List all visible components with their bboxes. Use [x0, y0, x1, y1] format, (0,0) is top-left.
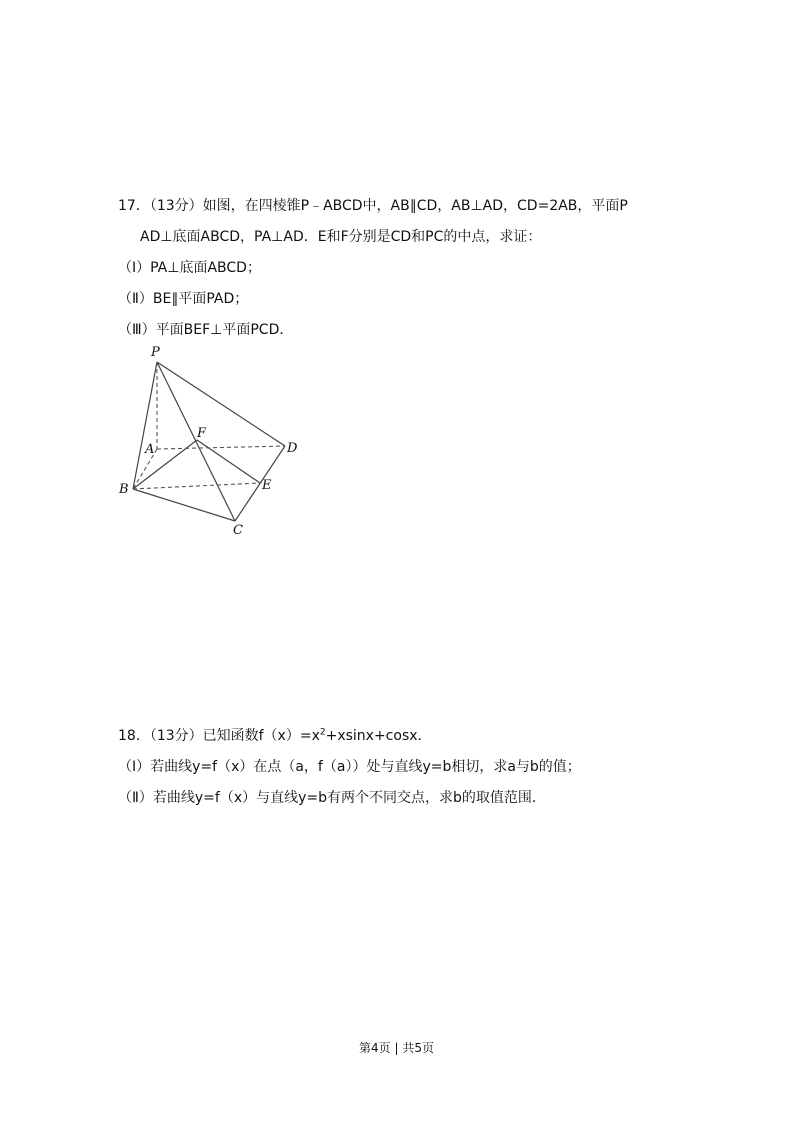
vertex-label-A: A [145, 442, 155, 457]
problem17-part1: （Ⅰ）PA⊥底面ABCD； [118, 260, 261, 276]
vertex-label-C: C [233, 523, 243, 538]
problem17-line1: 17．（13分）如图，在四棱锥P﹣ABCD中，AB∥CD，AB⊥AD，CD=2AB，平面P [118, 198, 628, 214]
vertex-label-D: D [287, 441, 298, 456]
edge-BE [133, 483, 260, 489]
edge-BF [133, 440, 197, 489]
pyramid-figure [115, 343, 305, 538]
problem18-line1-sup: 2 [319, 727, 326, 738]
vertex-label-E: E [262, 478, 272, 493]
problem18-line1 [118, 726, 432, 746]
problem18-line1-prefix: 18．（13分）已知函数f（x）=x [118, 728, 320, 744]
problem18-part1: （Ⅰ）若曲线y=f（x）在点（a，f（a））处与直线y=b相切，求a与b的值； [118, 759, 581, 775]
problem17-part2: （Ⅱ）BE∥平面PAD； [118, 291, 249, 307]
page-footer: 第4页 | 共5页 [359, 1041, 434, 1055]
vertex-label-F: F [197, 426, 207, 441]
problem18-line1-suffix: +xsinx+cosx． [325, 728, 432, 744]
problem17-line2: AD⊥底面ABCD，PA⊥AD．E和F分别是CD和PC的中点，求证： [140, 229, 542, 245]
vertex-label-B: B [119, 482, 129, 497]
edge-PD [157, 362, 285, 446]
vertex-label-P: P [151, 345, 160, 360]
problem17-part3: （Ⅲ）平面BEF⊥平面PCD． [118, 322, 294, 338]
edge-AD [157, 446, 285, 449]
edge-BC [133, 489, 235, 521]
problem18-part2: （Ⅱ）若曲线y=f（x）与直线y=b有两个不同交点，求b的取值范围． [118, 790, 546, 806]
